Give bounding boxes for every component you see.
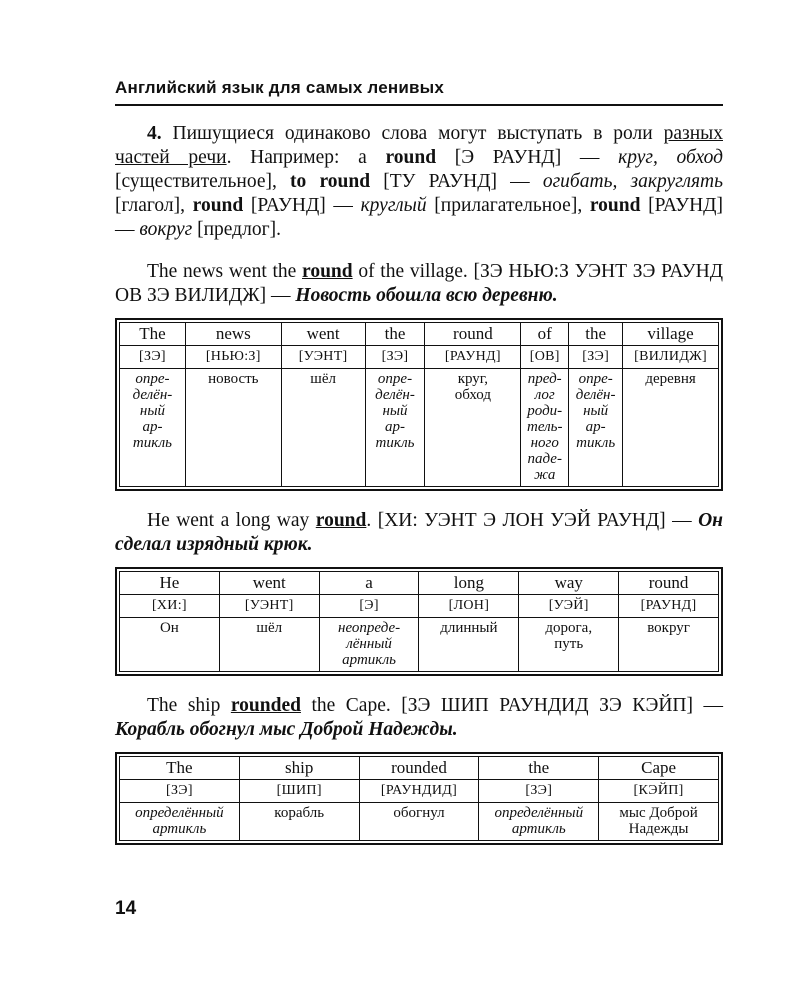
transcription-cell: [ЗЭ] — [569, 346, 623, 369]
word-cell: village — [623, 323, 719, 346]
transcription-cell: [ЗЭ] — [365, 346, 425, 369]
sentence-text: the Cape. — [300, 695, 402, 716]
example-word: round — [589, 195, 641, 216]
meaning-cell: дорога, путь — [519, 618, 619, 672]
meaning-cell: шёл — [281, 369, 365, 487]
transcription-cell: [РАУНДИД] — [359, 780, 479, 803]
transcription: [Э РАУНД] — — [436, 147, 619, 168]
sentence-text: . — [366, 510, 378, 531]
example-word-to: to — [290, 171, 307, 192]
key-word: round — [302, 261, 353, 282]
word-cell: way — [519, 572, 619, 595]
sentence-transcription: [ХИ: УЭНТ Э ЛОН УЭЙ РАУНД] — — [377, 510, 699, 531]
transcription-cell: [КЭЙП] — [599, 780, 719, 803]
word-cell: long — [419, 572, 519, 595]
word-cell: news — [185, 323, 281, 346]
sentence-text: He went a long way — [147, 510, 316, 531]
transcription-cell: [ШИП] — [239, 780, 359, 803]
word-table — [115, 567, 723, 676]
transcription-cell: [ЗЭ] — [120, 346, 186, 369]
word-cell: the — [479, 757, 599, 780]
meaning-cell: пред- лог роди- тель- ного паде- жа — [521, 369, 569, 487]
example-sentence — [115, 509, 723, 557]
sentence-translation: Он сделал изрядный крюк. — [115, 510, 724, 555]
word-table — [115, 318, 723, 491]
sentence-translation: Корабль обогнул мыс Доброй Надежды. — [115, 719, 458, 740]
transcription-row — [120, 780, 719, 803]
meaning-cell: корабль — [239, 803, 359, 841]
transcription: [ТУ РАУНД] — — [370, 171, 543, 192]
sentence-text: of the village. — [352, 261, 474, 282]
transcription-cell: [ЛОН] — [419, 595, 519, 618]
meaning-cell: круг, обход — [425, 369, 521, 487]
word-cell: went — [219, 572, 319, 595]
parts-of-speech-term: разных частей речи — [115, 123, 723, 168]
running-header: Английский язык для самых ленивых — [115, 78, 723, 106]
word-cell: the — [569, 323, 623, 346]
word-cell: round — [425, 323, 521, 346]
meaning-cell: обогнул — [359, 803, 479, 841]
meaning-cell: длинный — [419, 618, 519, 672]
transcription: [РАУНД] — — [243, 195, 361, 216]
transcription-cell: [ВИЛИДЖ] — [623, 346, 719, 369]
transcription-cell: [УЭЙ] — [519, 595, 619, 618]
meaning-cell: деревня — [623, 369, 719, 487]
transcription-cell: [РАУНД] — [425, 346, 521, 369]
meaning-cell: неопреде- лённый артикль — [319, 618, 419, 672]
words-row — [120, 323, 719, 346]
key-word: rounded — [230, 695, 301, 716]
meaning-cell: опре- делён- ный ар- тикль — [120, 369, 186, 487]
meaning-cell: мыс Доброй Надежды — [599, 803, 719, 841]
word-table — [115, 752, 723, 845]
word-cell: went — [281, 323, 365, 346]
transcription-cell: [ЗЭ] — [479, 780, 599, 803]
transcription-cell: [РАУНД] — [619, 595, 719, 618]
transcription-cell: [УЭНТ] — [219, 595, 319, 618]
sentence-translation: Новость обошла всю деревню. — [295, 285, 558, 306]
key-word: round — [315, 510, 367, 531]
example-word: round — [192, 195, 244, 216]
words-row — [120, 572, 719, 595]
example-word: round — [319, 171, 371, 192]
meaning-cell: шёл — [219, 618, 319, 672]
intro-text: Пишущиеся одинаково слова могут выступать в роли — [161, 123, 664, 144]
transcription-cell: [ЗЭ] — [120, 780, 240, 803]
section-paragraph — [115, 122, 723, 242]
grammar-note: [прилагательное], — [426, 195, 590, 216]
word-cell: a — [319, 572, 419, 595]
sentence-text: The news went the — [147, 261, 303, 282]
meaning-cell: определённый артикль — [479, 803, 599, 841]
transcription: [РАУНД] — — [115, 195, 723, 240]
section-number: 4. — [147, 123, 162, 144]
transcription-cell: [НЬЮ:З] — [185, 346, 281, 369]
grammar-note: [предлог]. — [192, 219, 281, 240]
word-cell: of — [521, 323, 569, 346]
transcription-cell: [Э] — [319, 595, 419, 618]
sentence-transcription: [ЗЭ НЬЮ:З УЭНТ ЗЭ РАУНД ОВ ЗЭ ВИЛИДЖ] — — [115, 261, 723, 306]
transcription-row — [120, 595, 719, 618]
meaning: круглый — [360, 195, 427, 216]
intro-text-2: . Например: а — [226, 147, 386, 168]
word-cell: The — [120, 323, 186, 346]
sentence-transcription: [ЗЭ ШИП РАУНДИД ЗЭ КЭЙП] — — [401, 695, 724, 716]
sentence-text: The ship — [147, 695, 231, 716]
word-cell: the — [365, 323, 425, 346]
example-sentence — [115, 260, 723, 308]
transcription-row — [120, 346, 719, 369]
meaning-row — [120, 369, 719, 487]
example-sentence — [115, 694, 723, 742]
meaning-cell: опре- делён- ный ар- тикль — [569, 369, 623, 487]
example-word: round — [385, 147, 437, 168]
transcription-cell: [ХИ:] — [120, 595, 220, 618]
word-cell: rounded — [359, 757, 479, 780]
word-cell: round — [619, 572, 719, 595]
meaning-cell: опре- делён- ный ар- тикль — [365, 369, 425, 487]
grammar-note: [существительное], — [115, 171, 291, 192]
word-cell: The — [120, 757, 240, 780]
word-cell: Cape — [599, 757, 719, 780]
words-row — [120, 757, 719, 780]
meaning-cell: Он — [120, 618, 220, 672]
meaning-row — [120, 803, 719, 841]
meaning-cell: новость — [185, 369, 281, 487]
page — [115, 78, 723, 845]
meaning-row — [120, 618, 719, 672]
meaning: вокруг — [139, 219, 193, 240]
transcription-cell: [ОВ] — [521, 346, 569, 369]
transcription-cell: [УЭНТ] — [281, 346, 365, 369]
meaning-cell: определённый артикль — [120, 803, 240, 841]
word-cell: ship — [239, 757, 359, 780]
meaning-cell: вокруг — [619, 618, 719, 672]
meaning: круг, обход — [618, 147, 723, 168]
page-number: 14 — [115, 898, 137, 919]
space — [306, 171, 319, 192]
meaning: огибать, закруглять — [542, 171, 723, 192]
word-cell: He — [120, 572, 220, 595]
grammar-note: [глагол], — [115, 195, 193, 216]
